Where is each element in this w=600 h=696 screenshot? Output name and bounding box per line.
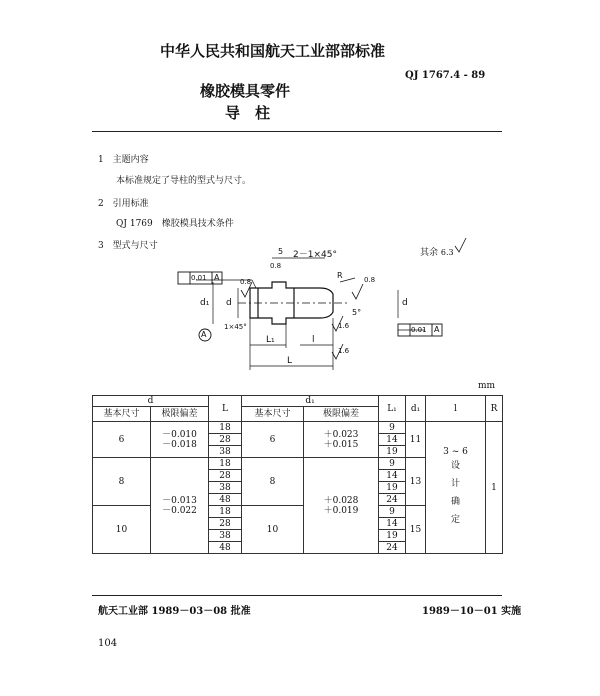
radius-label: R: [337, 271, 343, 280]
cell-d: 8: [93, 458, 151, 506]
angle-5: 5°: [352, 308, 362, 317]
th-L: L: [209, 396, 242, 422]
cell-L: 28: [209, 434, 242, 446]
l-note-1: 设: [450, 460, 460, 471]
cell-L1: 9: [379, 458, 406, 470]
cell-L1: 24: [379, 542, 406, 554]
dim-08-left: 0.8: [240, 278, 252, 286]
th-d1: d₁: [242, 396, 379, 407]
org-title: 中华人民共和国航天工业部部标准: [160, 42, 386, 60]
d1dev-up: ＋0.028: [323, 495, 359, 506]
cell-d: 6: [93, 422, 151, 458]
cell-L: 28: [209, 470, 242, 482]
d1dev-lo: ＋0.015: [323, 439, 359, 450]
dim-l1: L₁: [266, 335, 275, 345]
dim-l: l: [312, 335, 315, 345]
th-dev: 极限偏差: [151, 407, 209, 422]
dev-up: －0.010: [162, 429, 197, 440]
cell-l: [426, 422, 486, 554]
dim-16-b: 1.6: [338, 347, 350, 355]
doc-title: 橡胶模具零件: [200, 82, 291, 100]
dev-up: －0.013: [162, 495, 197, 506]
section-1-text: 本标准规定了导柱的型式与尺寸。: [116, 176, 252, 186]
cell-L: 38: [209, 530, 242, 542]
cell-d1col: 13: [406, 458, 426, 506]
datum-a: A: [201, 330, 207, 339]
cell-dev: [151, 422, 209, 458]
chamfer-2: 1×45°: [224, 323, 247, 331]
l-note-2: 计: [450, 478, 460, 489]
cell-L1: 19: [379, 530, 406, 542]
cell-L1: 9: [379, 506, 406, 518]
cell-d1-dev: [304, 422, 379, 458]
dim-08-top: 0.8: [270, 262, 282, 270]
flatness-datum: A: [214, 273, 220, 282]
l-note-4: 定: [450, 514, 460, 525]
cell-L: 38: [209, 446, 242, 458]
cell-d1col: 15: [406, 506, 426, 554]
cell-L1: 9: [379, 422, 406, 434]
cell-d1col: 11: [406, 422, 426, 458]
l-note-3: 确: [450, 496, 460, 507]
dim-d-right: d: [402, 298, 408, 308]
cell-L1: 14: [379, 518, 406, 530]
cell-d: 10: [93, 506, 151, 554]
cell-L: 18: [209, 422, 242, 434]
cell-d1: 6: [242, 422, 304, 458]
d1dev-lo: ＋0.019: [323, 505, 359, 516]
l-value: 3 ~ 6: [443, 446, 468, 457]
th-basic2: 基本尺寸: [242, 407, 304, 422]
dev-lo: －0.018: [162, 439, 197, 450]
dim-5: 5: [278, 247, 284, 256]
cell-L1: 14: [379, 470, 406, 482]
dimension-table: [92, 395, 503, 554]
chamfer-note: 2－1×45°: [293, 250, 337, 260]
th-d1-col: d₁: [406, 396, 426, 422]
cell-L: 48: [209, 494, 242, 506]
cell-L: 18: [209, 506, 242, 518]
section-number: 3: [98, 241, 104, 251]
dim-08-right: 0.8: [364, 276, 376, 284]
cell-L: 28: [209, 518, 242, 530]
rest-roughness-value: 6.3: [440, 248, 454, 257]
dim-16: 1.6: [338, 322, 350, 330]
section-title: 型式与尺寸: [112, 241, 158, 251]
section-2-text: QJ 1769 橡胶模具技术条件: [116, 219, 234, 229]
cell-L1: 19: [379, 446, 406, 458]
doc-subtitle: 导 柱: [225, 104, 271, 122]
cell-L: 38: [209, 482, 242, 494]
standard-code: QJ 1767.4 - 89: [405, 70, 486, 81]
rest-label: 其余: [420, 248, 439, 258]
runout-value: 0.01: [411, 326, 427, 334]
th-basic: 基本尺寸: [93, 407, 151, 422]
section-title: 引用标准: [112, 199, 149, 209]
th-R: R: [486, 396, 503, 422]
dim-L: L: [287, 356, 293, 366]
runout-datum: A: [434, 325, 440, 334]
cell-d1: 8: [242, 458, 304, 506]
cell-L: 48: [209, 542, 242, 554]
th-L1: L₁: [379, 396, 406, 422]
unit-label: mm: [478, 381, 496, 391]
section-number: 2: [98, 199, 104, 209]
cell-L1: 24: [379, 494, 406, 506]
th-d: d: [93, 396, 209, 407]
cell-L1: 19: [379, 482, 406, 494]
rest-roughness-note: [420, 245, 454, 258]
cell-L1: 14: [379, 434, 406, 446]
footer-rule: [92, 595, 502, 596]
th-l: l: [426, 396, 486, 422]
dim-d1: d₁: [200, 298, 210, 308]
flatness-value: 0.01: [191, 274, 207, 282]
section-number: 1: [98, 155, 104, 165]
cell-L: 18: [209, 458, 242, 470]
dev-lo: －0.022: [162, 505, 197, 516]
th-dev2: 极限偏差: [304, 407, 379, 422]
cell-d1-dev-shared: [304, 458, 379, 554]
dim-d: d: [226, 298, 232, 308]
effective-date: 1989－10－01 实施: [422, 606, 522, 617]
section-title: 主题内容: [112, 155, 149, 165]
page-number: 104: [98, 638, 118, 649]
d1dev-up: ＋0.023: [323, 429, 359, 440]
cell-R: 1: [486, 422, 503, 554]
approval-note: 航天工业部 1989－03－08 批准: [98, 606, 251, 617]
cell-dev-shared: [151, 458, 209, 554]
table-row: [93, 422, 503, 434]
cell-d1: 10: [242, 506, 304, 554]
